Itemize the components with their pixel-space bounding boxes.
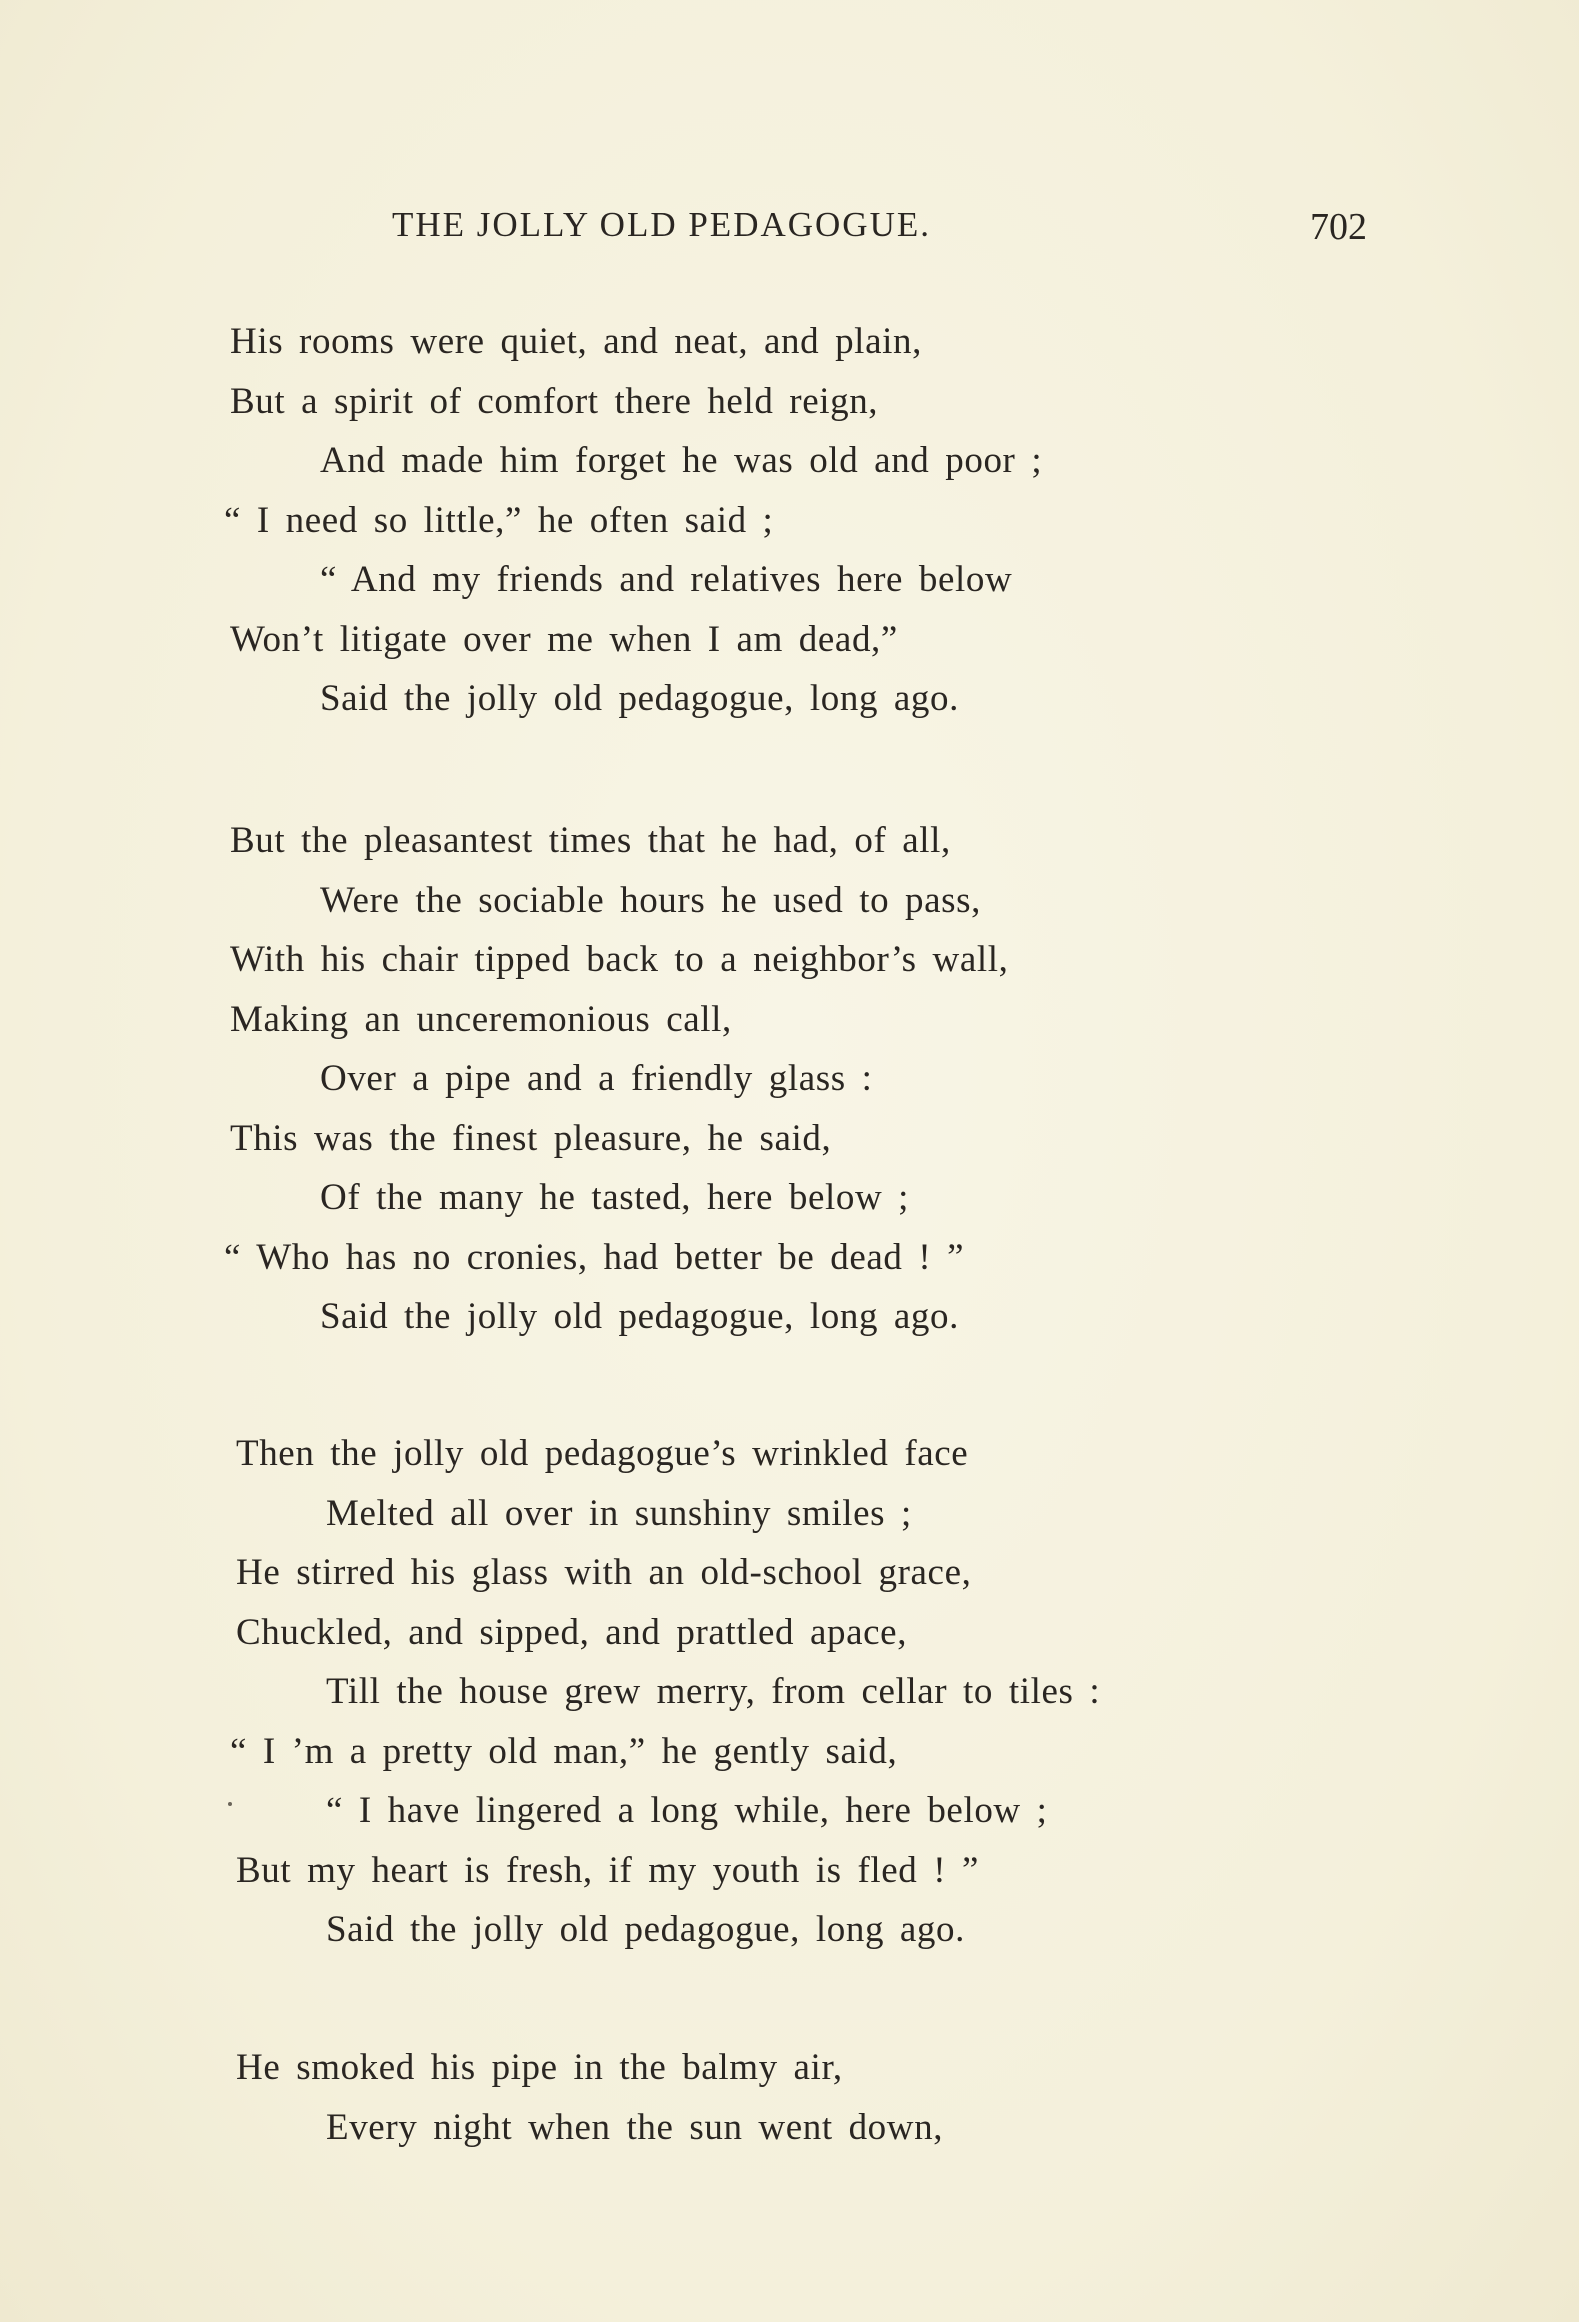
- poem-line: “ I need so little,” he often said ;: [224, 499, 774, 541]
- stanza-2: [224, 811, 1350, 1347]
- poem-line: “ I ’m a pretty old man,” he gently said,: [230, 1730, 898, 1772]
- page-number: 702: [1310, 206, 1367, 248]
- poem-line: He smoked his pipe in the balmy air,: [236, 2047, 843, 2088]
- poem-line: Chuckled, and sipped, and prattled apace,: [236, 1611, 908, 1653]
- poem-line: And made him forget he was old and poor ;: [320, 440, 1043, 481]
- poem-line: Then the jolly old pedagogue’s wrinkled face: [236, 1433, 969, 1474]
- poem-line: His rooms were quiet, and neat, and plain,: [230, 321, 922, 362]
- poem-line: He stirred his glass with an old-school grace,: [236, 1552, 972, 1593]
- poem-line: Said the jolly old pedagogue, long ago.: [320, 1296, 959, 1337]
- poem-line: But the pleasantest times that he had, of all,: [230, 820, 951, 861]
- poem-line: Making an unceremonious call,: [230, 998, 732, 1040]
- poem-line: “ I have lingered a long while, here below ;: [326, 1790, 1048, 1831]
- poem-line: Every night when the sun went down,: [326, 2106, 944, 2148]
- running-head: [0, 205, 1579, 255]
- stanza-1: [224, 312, 1350, 729]
- poem-line: Till the house grew merry, from cellar to tiles :: [326, 1671, 1101, 1712]
- poem-line: With his chair tipped back to a neighbor’s wall,: [230, 939, 1009, 980]
- poem-line: Said the jolly old pedagogue, long ago.: [326, 1909, 965, 1950]
- poem-line: But my heart is fresh, if my youth is fled ! ”: [236, 1849, 980, 1891]
- stanza-3: [230, 1424, 1356, 1960]
- poem-line: “ And my friends and relatives here below: [320, 559, 1013, 600]
- poem-line: “ Who has no cronies, had better be dead ! ”: [224, 1236, 965, 1278]
- stanza-4: [236, 2038, 1356, 2157]
- ink-speck: [228, 1802, 232, 1806]
- poem-line: But a spirit of comfort there held reign,: [230, 380, 879, 422]
- poem-line: Won’t litigate over me when I am dead,”: [230, 618, 898, 660]
- running-title: THE JOLLY OLD PEDAGOGUE.: [392, 205, 931, 244]
- poem-line: Over a pipe and a friendly glass :: [320, 1058, 873, 1099]
- poem-line: This was the finest pleasure, he said,: [230, 1117, 832, 1159]
- poem-line: Said the jolly old pedagogue, long ago.: [320, 678, 959, 719]
- poem-line: Of the many he tasted, here below ;: [320, 1177, 910, 1218]
- poem-line: Melted all over in sunshiny smiles ;: [326, 1492, 912, 1534]
- poem-line: Were the sociable hours he used to pass,: [320, 879, 982, 921]
